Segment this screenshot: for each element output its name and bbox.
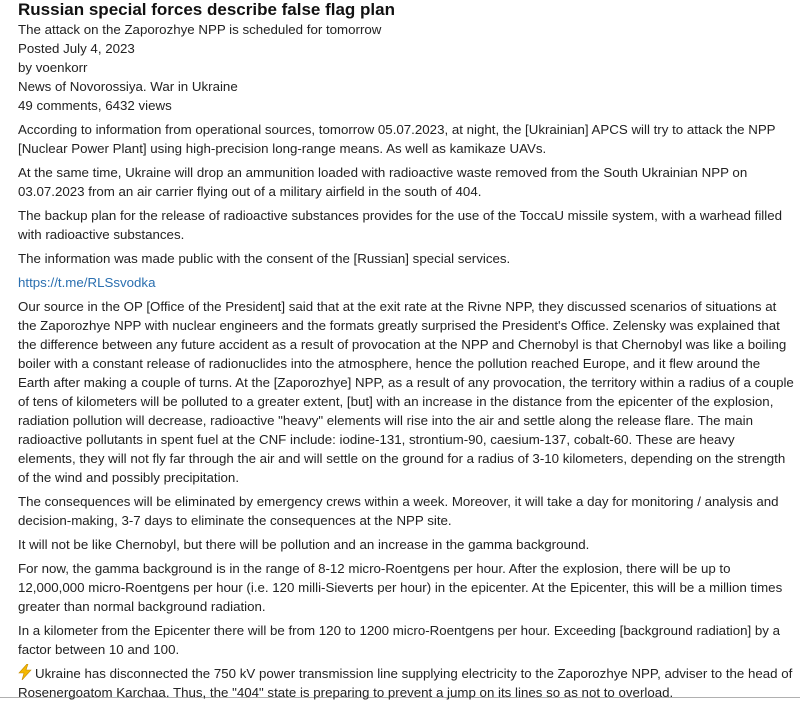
paragraph-power-line	[18, 664, 794, 702]
paragraph-kilometer: In a kilometer from the Epicenter there will be from 120 to 1200 micro-Roentgens per hour. Exceeding [background radiation] by a factor between 10 and 100.	[18, 623, 781, 657]
article-title: Russian special forces describe false flag plan	[18, 0, 395, 19]
comment-view-stats: 49 comments, 6432 views	[18, 98, 172, 113]
author-byline: by voenkorr	[18, 60, 88, 75]
paragraph-gamma-background: For now, the gamma background is in the range of 8-12 micro-Roentgens per hour. After the explosion, there will be up to 12,000,000 micro-Roentgens per hour (i.e. 120 milli-Sieverts per hour) in the epicenter. At the Epicenter, this will be a million times greater than normal background radiation.	[18, 561, 783, 614]
source-link-paragraph	[18, 273, 794, 292]
category-label: News of Novorossiya. War in Ukraine	[18, 79, 238, 94]
paragraph-op-source: Our source in the OP [Office of the President] said that at the exit rate at the Rivne NPP, they discussed scenarios of situations at the Zaporozhye NPP with nuclear engineers and the formats greatly surprised the President's Office. Zelensky was explained that the difference between any future accident as a result of provocation at the NPP and Chernobyl is that Chernobyl was like a boiling boiler with a constant release of radionuclides into the atmosphere, hence the pollution reached Europe, and it flew around the Earth after making a couple of turns. At the [Zaporozhye] NPP, as a result of any provocation, the territory within a radius of a couple of tens of kilometers will be polluted to a greater extent, [but] with an increase in the distance from the epicenter of the explosion, radiation pollution will decrease, radioactive "heavy" elements will rise into the air and settle along the release flare. The main radioactive pollutants in spent fuel at the CNF include: iodine-131, strontium-90, caesium-137, cobalt-60. These are heavy elements, they will not fly far through the air and will settle on the ground for a radius of 3-10 kilometers, depending on the strength of the wind and possibly precipitation.	[18, 299, 794, 485]
article-meta	[18, 20, 794, 115]
paragraph-backup-plan: The backup plan for the release of radioactive substances provides for the use of the ToccaU missile system, with a warhead filled with radioactive substances.	[18, 208, 782, 242]
telegram-source-link[interactable]: https://t.me/RLSsvodka	[18, 275, 156, 290]
power-line-text: Ukraine has disconnected the 750 kV power transmission line supplying electricity to the Zaporozhye NPP, adviser to the head of Rosenergoatom Karchaa. Thus, the "404" state is preparing to prevent a jump on its lines so as not to overload.	[18, 666, 793, 700]
paragraph-consequences: The consequences will be eliminated by emergency crews within a week. Moreover, it will take a day for monitoring / analysis and decision-making, 3-7 days to eliminate the consequences at the NPP site.	[18, 494, 779, 528]
posted-date: Posted July 4, 2023	[18, 41, 135, 56]
lightning-bolt-icon	[18, 664, 32, 680]
paragraph-radioactive-ammunition: At the same time, Ukraine will drop an ammunition loaded with radioactive waste removed from the South Ukrainian NPP on 03.07.2023 from an air carrier flying out of a military airfield in the south of 404.	[18, 165, 748, 199]
paragraph-chernobyl: It will not be like Chernobyl, but there will be pollution and an increase in the gamma background.	[18, 537, 590, 552]
article-subtitle: The attack on the Zaporozhye NPP is scheduled for tomorrow	[18, 22, 382, 37]
paragraph-consent: The information was made public with the consent of the [Russian] special services.	[18, 251, 511, 266]
paragraph-attack-plan: According to information from operational sources, tomorrow 05.07.2023, at night, the [Ukrainian] APCS will try to attack the NPP [Nuclear Power Plant] using high-precision long-range means. As well as kamikaze UAVs.	[18, 122, 776, 156]
